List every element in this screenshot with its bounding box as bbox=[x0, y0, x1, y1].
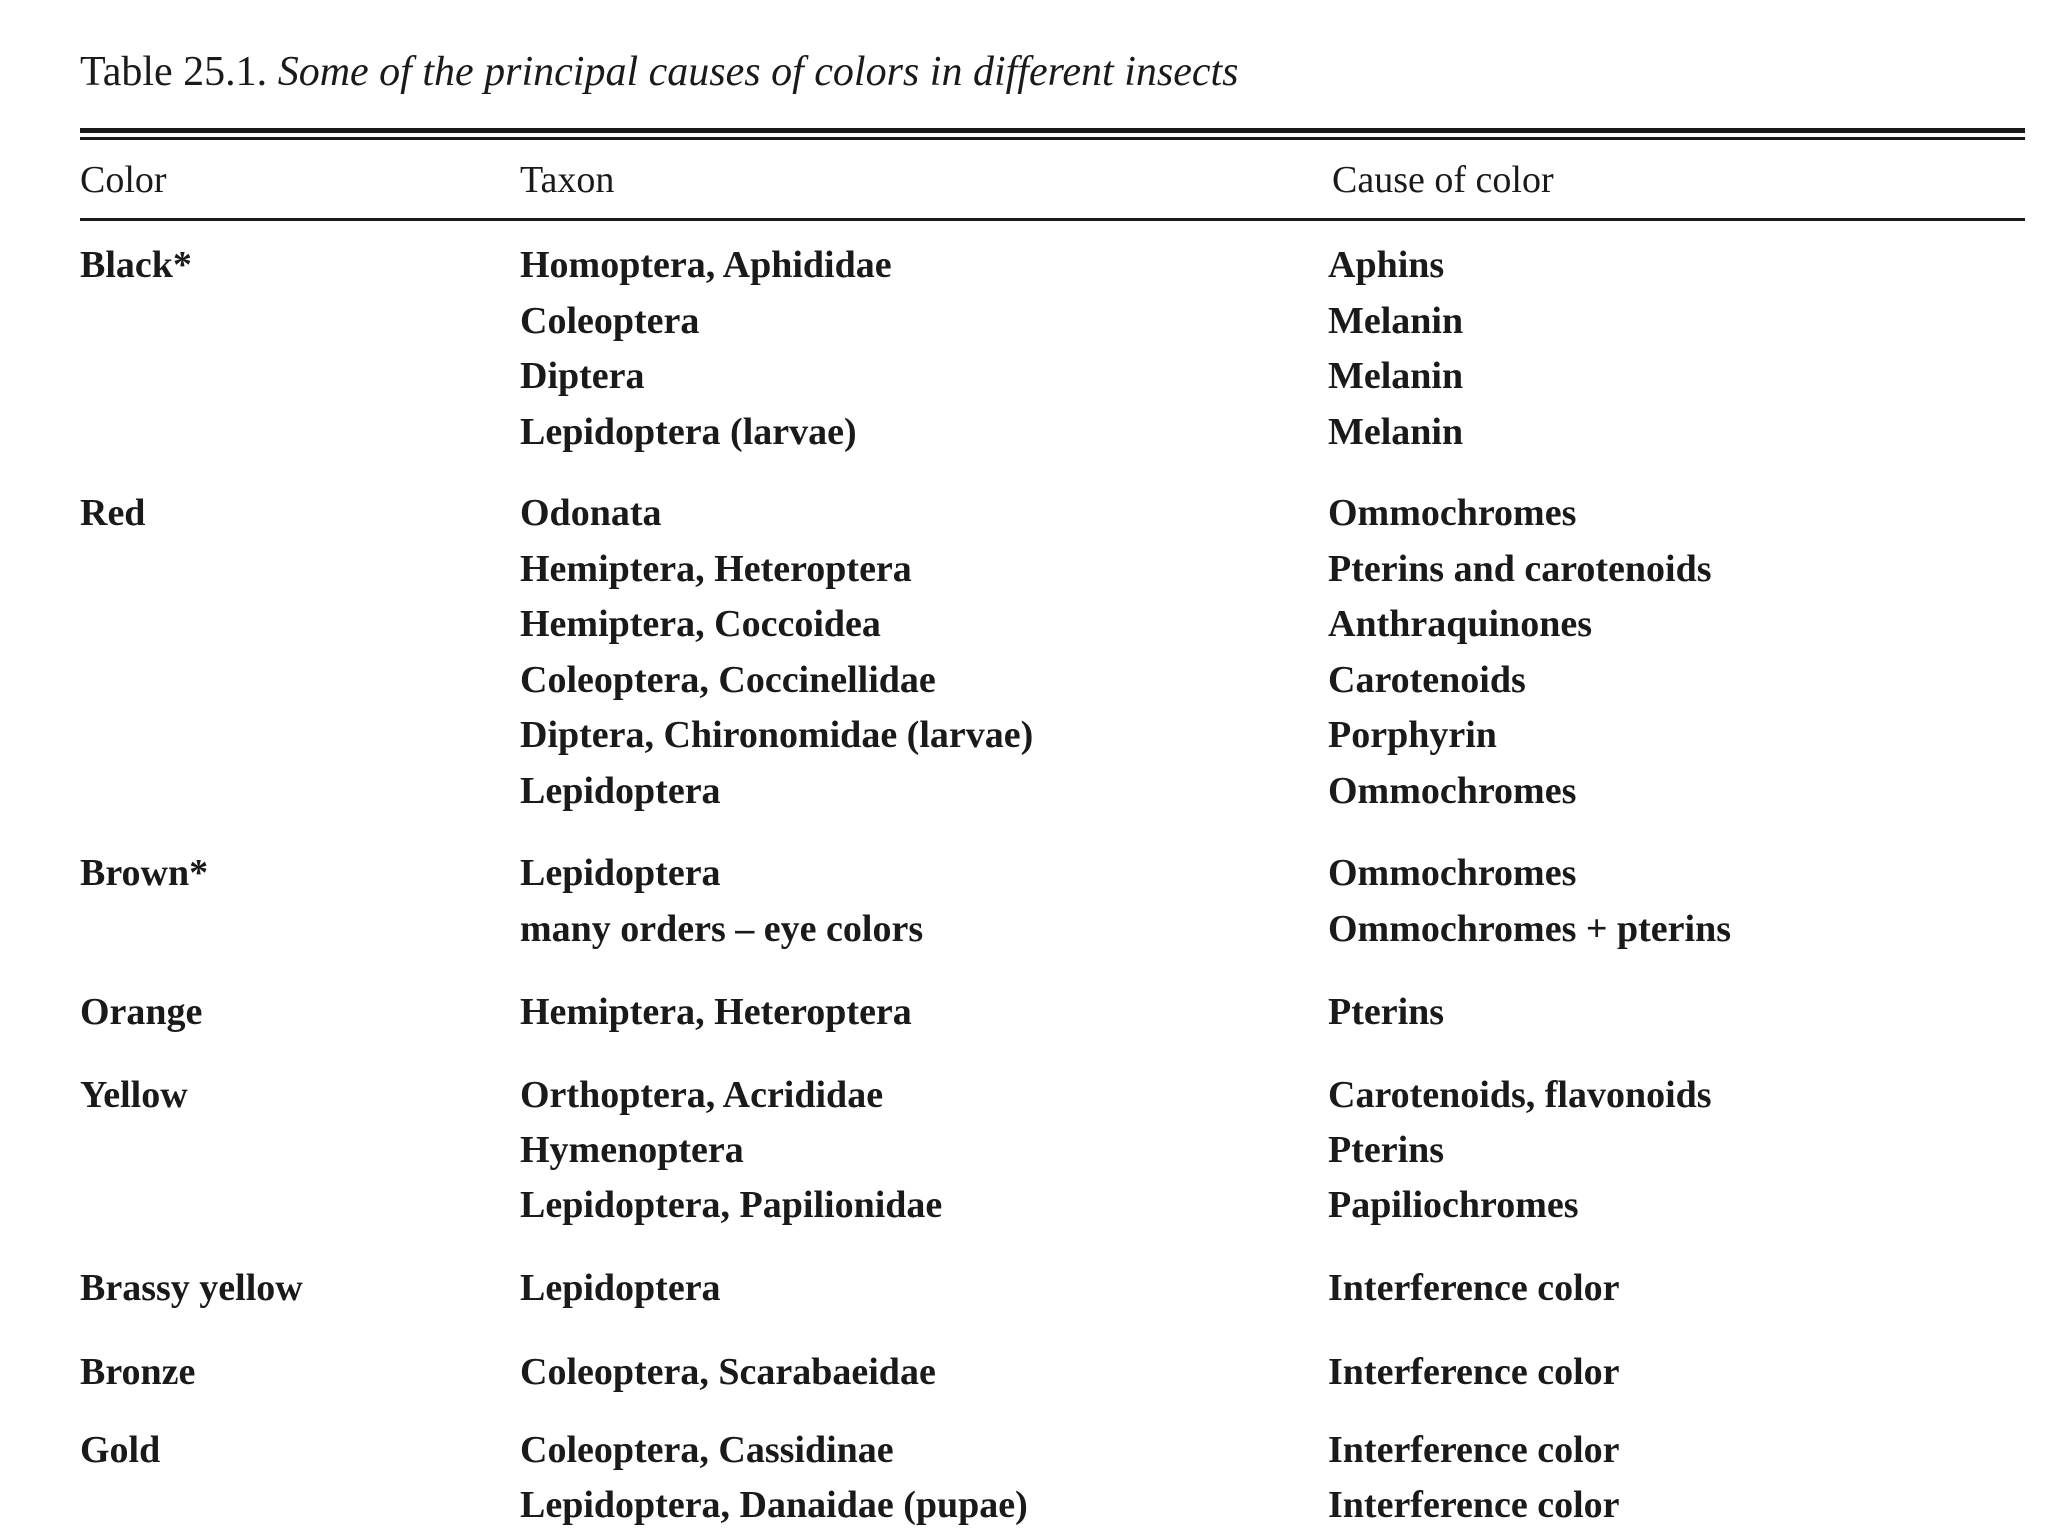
cause-cell: Anthraquinones bbox=[1328, 603, 1592, 645]
table-row bbox=[0, 240, 2048, 296]
cause-cell: Ommochromes bbox=[1328, 852, 1577, 894]
group-color-label: Black* bbox=[80, 244, 192, 286]
group-color-label: Brassy yellow bbox=[80, 1267, 303, 1309]
table-row bbox=[0, 351, 2048, 407]
cause-cell: Pterins and carotenoids bbox=[1328, 548, 1712, 590]
taxon-cell: Hemiptera, Heteroptera bbox=[520, 548, 912, 590]
taxon-cell: Lepidoptera, Papilionidae bbox=[520, 1184, 943, 1226]
cause-cell: Ommochromes bbox=[1328, 492, 1577, 534]
cause-cell: Porphyrin bbox=[1328, 714, 1497, 756]
header-color: Color bbox=[80, 159, 167, 201]
header-cause: Cause of color bbox=[1332, 159, 1554, 201]
table-row bbox=[0, 655, 2048, 711]
taxon-cell: Coleoptera, Coccinellidae bbox=[520, 659, 936, 701]
table-row bbox=[0, 1480, 2048, 1536]
cause-cell: Interference color bbox=[1328, 1351, 1620, 1393]
cause-cell: Pterins bbox=[1328, 1129, 1445, 1171]
table-row bbox=[0, 1125, 2048, 1181]
table-row bbox=[0, 1180, 2048, 1236]
cause-cell: Carotenoids bbox=[1328, 659, 1526, 701]
taxon-cell: Diptera, Chironomidae (larvae) bbox=[520, 714, 1034, 756]
taxon-cell: Lepidoptera, Danaidae (pupae) bbox=[520, 1484, 1028, 1526]
table-row bbox=[0, 1070, 2048, 1126]
table-row bbox=[0, 904, 2048, 960]
group-color-label: Bronze bbox=[80, 1351, 196, 1393]
table-row bbox=[0, 296, 2048, 352]
cause-cell: Melanin bbox=[1328, 300, 1464, 342]
taxon-cell: Hymenoptera bbox=[520, 1129, 744, 1171]
header-rule bbox=[80, 218, 2025, 221]
group-color-label: Gold bbox=[80, 1429, 161, 1471]
table-row bbox=[0, 848, 2048, 904]
cause-cell: Melanin bbox=[1328, 355, 1464, 397]
cause-cell: Carotenoids, flavonoids bbox=[1328, 1074, 1712, 1116]
table-row bbox=[0, 1425, 2048, 1481]
table-row bbox=[0, 407, 2048, 463]
table-row bbox=[0, 488, 2048, 544]
table-row bbox=[0, 766, 2048, 822]
taxon-cell: Hemiptera, Coccoidea bbox=[520, 603, 881, 645]
taxon-cell: Lepidoptera bbox=[520, 770, 721, 812]
table-caption-label: Table 25.1. bbox=[80, 49, 268, 95]
group-color-label: Yellow bbox=[80, 1074, 188, 1116]
taxon-cell: Coleoptera, Scarabaeidae bbox=[520, 1351, 936, 1393]
taxon-cell: Hemiptera, Heteroptera bbox=[520, 991, 912, 1033]
group-color-label: Orange bbox=[80, 991, 203, 1033]
taxon-cell: Orthoptera, Acrididae bbox=[520, 1074, 884, 1116]
cause-cell: Interference color bbox=[1328, 1429, 1620, 1471]
table-row bbox=[0, 710, 2048, 766]
cause-cell: Interference color bbox=[1328, 1267, 1620, 1309]
group-color-label: Red bbox=[80, 492, 146, 534]
taxon-cell: Diptera bbox=[520, 355, 645, 397]
table-row bbox=[0, 987, 2048, 1043]
cause-cell: Papiliochromes bbox=[1328, 1184, 1579, 1226]
cause-cell: Ommochromes bbox=[1328, 770, 1577, 812]
top-rule-thin bbox=[80, 137, 2025, 140]
group-color-label: Brown* bbox=[80, 852, 209, 894]
top-rule-thick bbox=[80, 128, 2025, 133]
table-row bbox=[0, 1347, 2048, 1403]
cause-cell: Pterins bbox=[1328, 991, 1445, 1033]
table-caption bbox=[80, 44, 1239, 100]
taxon-cell: Homoptera, Aphididae bbox=[520, 244, 892, 286]
taxon-cell: Lepidoptera (larvae) bbox=[520, 411, 857, 453]
taxon-cell: Coleoptera bbox=[520, 300, 700, 342]
table-row bbox=[0, 1263, 2048, 1319]
cause-cell: Melanin bbox=[1328, 411, 1464, 453]
taxon-cell: Lepidoptera bbox=[520, 852, 721, 894]
table-row bbox=[0, 544, 2048, 600]
cause-cell: Ommochromes + pterins bbox=[1328, 908, 1732, 950]
cause-cell: Aphins bbox=[1328, 244, 1445, 286]
taxon-cell: Coleoptera, Cassidinae bbox=[520, 1429, 894, 1471]
taxon-cell: Lepidoptera bbox=[520, 1267, 721, 1309]
cause-cell: Interference color bbox=[1328, 1484, 1620, 1526]
table-caption-text: Some of the principal causes of colors in different insects bbox=[277, 49, 1239, 95]
header-taxon: Taxon bbox=[520, 159, 615, 201]
taxon-cell: many orders – eye colors bbox=[520, 908, 924, 950]
table-row bbox=[0, 599, 2048, 655]
taxon-cell: Odonata bbox=[520, 492, 662, 534]
